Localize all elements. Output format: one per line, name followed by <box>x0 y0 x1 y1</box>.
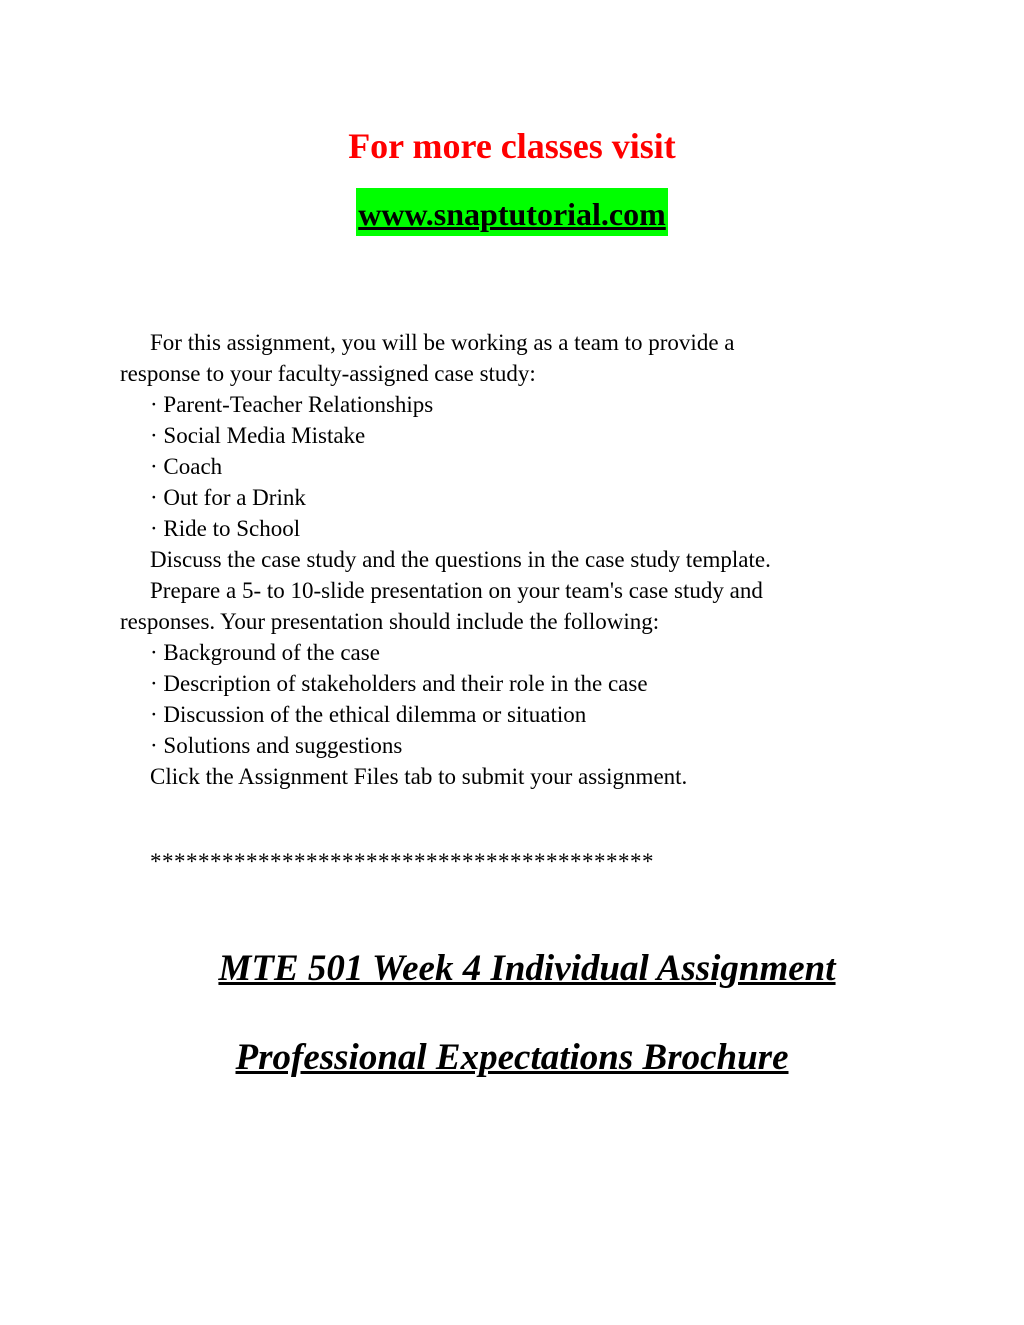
separator-stars: ****************************************** <box>150 849 654 874</box>
case-study-item: · Parent-Teacher Relationships <box>150 392 434 417</box>
case-study-item: · Out for a Drink <box>150 485 306 510</box>
presentation-item: · Solutions and suggestions <box>150 733 403 758</box>
case-study-item: · Social Media Mistake <box>150 423 366 448</box>
presentation-item: · Description of stakeholders and their role in the case <box>150 671 648 696</box>
case-study-item: · Ride to School <box>150 516 301 541</box>
case-study-item: · Coach <box>150 454 223 479</box>
prepare-line-1: Prepare a 5- to 10-slide presentation on your team's case study and <box>150 578 763 603</box>
assignment-description <box>120 327 880 792</box>
next-assignment-title: MTE 501 Week 4 Individual Assignment <box>218 948 836 989</box>
presentation-item: · Discussion of the ethical dilemma or situation <box>150 702 587 727</box>
submit-instruction: Click the Assignment Files tab to submit your assignment. <box>150 764 688 789</box>
intro-line-1: For this assignment, you will be working as a team to provide a <box>150 330 735 355</box>
prepare-line-2: responses. Your presentation should include the following: <box>120 609 660 634</box>
presentation-item: · Background of the case <box>150 640 380 665</box>
intro-line-2: response to your faculty-assigned case study: <box>120 361 536 386</box>
discuss-instruction: Discuss the case study and the questions in the case study template. <box>150 547 771 572</box>
next-assignment-subtitle: Professional Expectations Brochure <box>235 1037 789 1078</box>
promo-heading: For more classes visit <box>348 126 676 166</box>
promo-link-container <box>0 188 1024 236</box>
promo-website-link[interactable]: www.snaptutorial.com <box>356 188 668 236</box>
